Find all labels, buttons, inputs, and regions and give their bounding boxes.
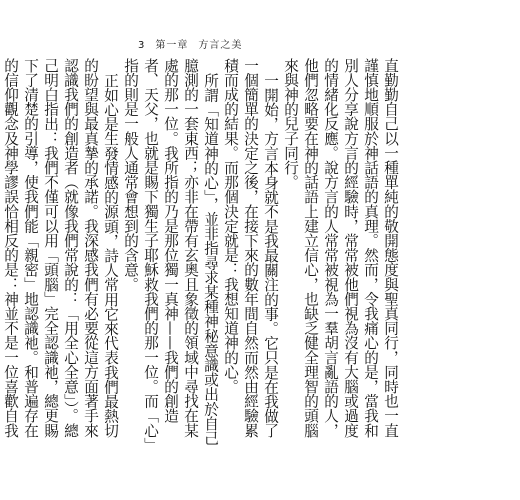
paragraph-4: 正如心是生發情感的源頭，詩人常用它來代表我們最熱切的盼望與最真摯的承諾。我深感我們有必要從這方面著手來認識我們的創造者（就像我們常說的：「用全心全意」）。總己明白指出：我們不僅可以用「頭腦」完全認識祂，總更賜下了清楚的引導，使我們能「親密」地認識祂。和普遍存在的信仰觀念及神學謬誤恰相反的是：神並不是一位喜歡自我	[2, 58, 119, 438]
paragraph-2: 一開始，方言本身就不是我最關注的事。它只是在我做了一個簡單的決定之後，在接下來的數年間自然而然由經驗累積而成的結果。而那個決定就是：我想知道神的心。	[222, 58, 279, 438]
running-header	[138, 36, 242, 51]
paragraph-3: 所謂「知道神的心」，並非指尋求某種神秘意識或出於自己臆測的一套東西；亦非在帶有玄奧且象徵的領域中尋找在某處的那一位。我所指的乃是那位獨一真神——我們的創造者、天父，也就是賜下獨生子耶穌救我們的那一位。而「心」指的則是一般人通常會想到的含意。	[122, 58, 219, 445]
paragraph-1: 直勤勤自己以一種單純的敬開態度與聖真同行，同時也一直謹慎地順服於神話語的真理。然而，令我痛心的是，當我和別人分享說方言的經驗時，常常被他們視為沒有大腦或過度的情緒化反應。說方言的人常常被視為一羣胡言亂語的人，他們忽略要在神的話語上建立信心，也缺乏健全理智的頭腦來與神的兒子同行。	[282, 58, 399, 438]
page-number: 3	[138, 40, 146, 51]
body-text	[2, 58, 400, 450]
chapter-title: 方言之美	[198, 40, 243, 51]
chapter-label: 第一章	[155, 40, 189, 51]
